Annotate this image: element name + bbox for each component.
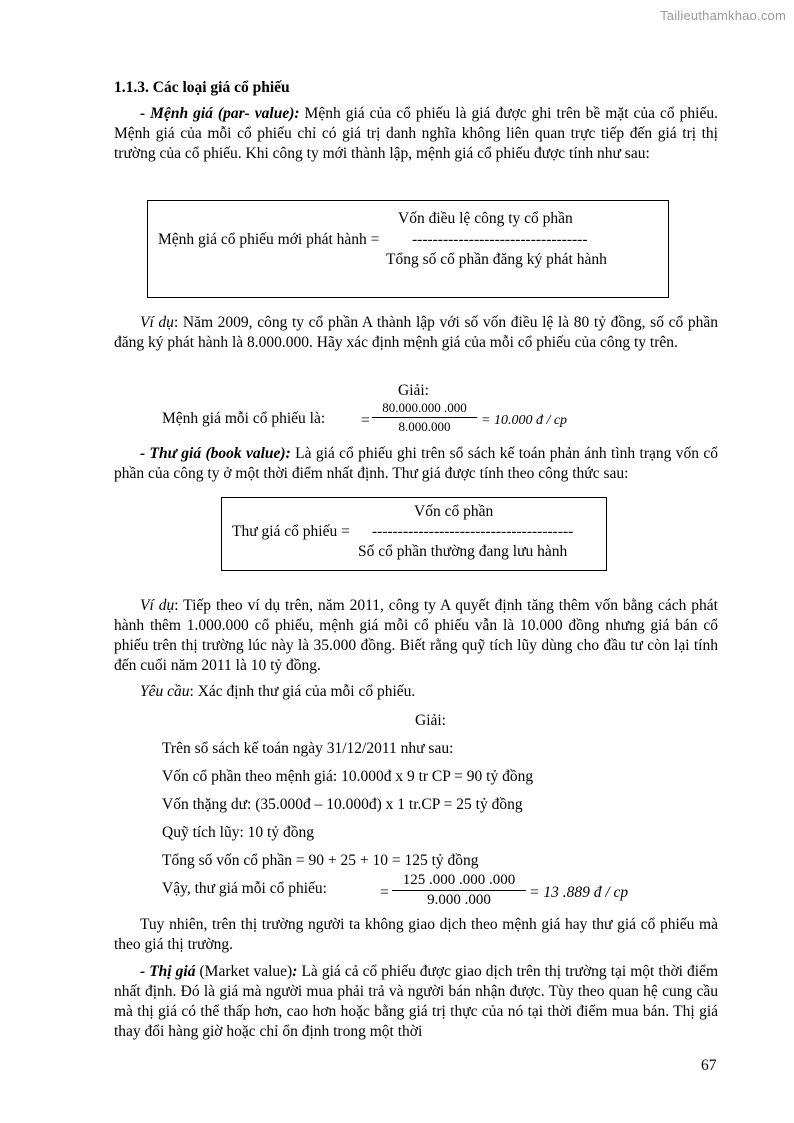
market-value-text: Là giá cả cổ phiếu được giao dịch trên thị trường tại một thời điểm nhất định. Đó là giá mà người mua phải trả và người bán nhận được. Tùy theo quan hệ cung cầu mà thị giá có thể thấp hơn, cao hơn hoặc bằng giá trị thực của nó tại thời điểm mua bán. Thị giá thay đổi hàng giờ hoặc chỉ ổn định trong một thời xyxy=(114,963,718,1040)
book-value-paragraph xyxy=(114,444,718,484)
market-value-term: - Thị giá xyxy=(140,963,196,980)
equals-sign: = xyxy=(380,884,389,901)
par-value-formula-box xyxy=(147,200,669,298)
par-value-fraction xyxy=(372,400,477,435)
book-value-example xyxy=(114,596,718,676)
calc-line: Vốn cổ phần theo mệnh giá: 10.000đ x 9 tr CP = 90 tỷ đồng xyxy=(162,768,534,785)
final-label: Vậy, thư giá mỗi cổ phiếu: xyxy=(162,880,327,897)
formula-denominator: Số cổ phần thường đang lưu hành xyxy=(358,543,568,560)
fraction-numerator: 125 .000 .000 .000 xyxy=(402,872,516,888)
section-heading: 1.1.3. Các loại giá cổ phiếu xyxy=(114,79,290,96)
market-value-term-en: (Market value) xyxy=(195,963,293,980)
example-label: Ví dụ xyxy=(140,314,174,331)
par-value-paragraph xyxy=(114,104,718,164)
calc-line: Tổng số vốn cổ phần = 90 + 25 + 10 = 125 tỷ đồng xyxy=(162,852,479,869)
fraction-bar xyxy=(372,417,477,418)
calc-line: Vốn thặng dư: (35.000đ – 10.000đ) x 1 tr.CP = 25 tỷ đồng xyxy=(162,796,523,813)
solution-label: Mệnh giá mỗi cổ phiếu là: xyxy=(162,410,326,427)
market-value-paragraph xyxy=(114,962,718,1042)
fraction-bar xyxy=(392,890,526,891)
page-number: 67 xyxy=(701,1057,717,1074)
request-text: : Xác định thư giá của mỗi cổ phiếu. xyxy=(189,683,416,700)
book-value-fraction xyxy=(392,872,526,909)
fraction-numerator: 80.000.000 .000 xyxy=(382,400,467,415)
formula-label: Mệnh giá cổ phiếu mới phát hành = xyxy=(158,231,380,248)
fraction-denominator: 8.000.000 xyxy=(398,419,451,434)
formula-numerator: Vốn cổ phần xyxy=(414,503,494,520)
example-text: : Năm 2009, công ty cổ phần A thành lập với số vốn điều lệ là 80 tỷ đồng, số cổ phần đăng ký phát hành là 8.000.000. Hãy xác định mệnh giá của mỗi cổ phiếu của công ty trên. xyxy=(114,314,718,351)
watermark: Tailieuthamkhao.com xyxy=(660,8,786,23)
par-value-term: - Mệnh giá (par- value): xyxy=(140,105,300,122)
formula-denominator: Tổng số cổ phần đăng ký phát hành xyxy=(386,251,607,268)
par-value-text: Mệnh giá của cổ phiếu là giá được ghi trên bề mặt của cổ phiếu. Mệnh giá của mỗi cổ phiếu chỉ có giá trị danh nghĩa không liên quan trực tiếp đến giá trị thị trường của cổ phiếu. Khi công ty mới thành lập, mệnh giá cổ phiếu được tính như sau: xyxy=(114,105,718,162)
calc-line: Quỹ tích lũy: 10 tỷ đồng xyxy=(162,824,314,841)
formula-numerator: Vốn điều lệ công ty cổ phần xyxy=(398,210,573,227)
book-value-text: Là giá cổ phiếu ghi trên sổ sách kế toán phản ánh tình trạng vốn cổ phần của công ty ở một thời điểm nhất định. Thư giá được tính theo công thức sau: xyxy=(114,445,718,482)
par-value-example xyxy=(114,313,718,353)
book-value-result: = 13 .889 đ / cp xyxy=(529,884,629,901)
book-value-formula-box xyxy=(221,497,607,571)
formula-divider: ---------------------------------- xyxy=(412,231,588,248)
par-value-result: = 10.000 đ / cp xyxy=(481,413,568,428)
solution-title: Giải: xyxy=(398,382,429,399)
formula-divider: --------------------------------------- xyxy=(372,523,574,540)
equals-sign: = xyxy=(361,412,370,429)
example-label: Ví dụ xyxy=(140,597,175,614)
formula-label: Thư giá cổ phiếu = xyxy=(232,523,350,540)
request xyxy=(114,682,718,702)
calc-line: Trên sổ sách kế toán ngày 31/12/2011 như sau: xyxy=(162,740,454,757)
request-label: Yêu cầu xyxy=(140,683,190,700)
example-text: : Tiếp theo ví dụ trên, năm 2011, công ty A quyết định tăng thêm vốn bằng cách phát hành thêm 1.000.000 cổ phiếu, mệnh giá mỗi cổ phiếu vẫn là 10.000 đồng nhưng giá bán cổ phiếu trên thị trường lúc này là 35.000 đồng. Biết rằng quỹ tích lũy dùng cho đầu tư còn lại tính đến cuối năm 2011 là 10 tỷ đồng. xyxy=(114,597,718,674)
market-value-colon: : xyxy=(292,963,298,980)
fraction-denominator: 9.000 .000 xyxy=(427,892,491,908)
book-value-term: - Thư giá (book value): xyxy=(140,445,291,462)
solution-title-2: Giải: xyxy=(415,712,446,729)
note-paragraph: Tuy nhiên, trên thị trường người ta không giao dịch theo mệnh giá hay thư giá cổ phiếu mà theo giá thị trường. xyxy=(114,916,718,953)
